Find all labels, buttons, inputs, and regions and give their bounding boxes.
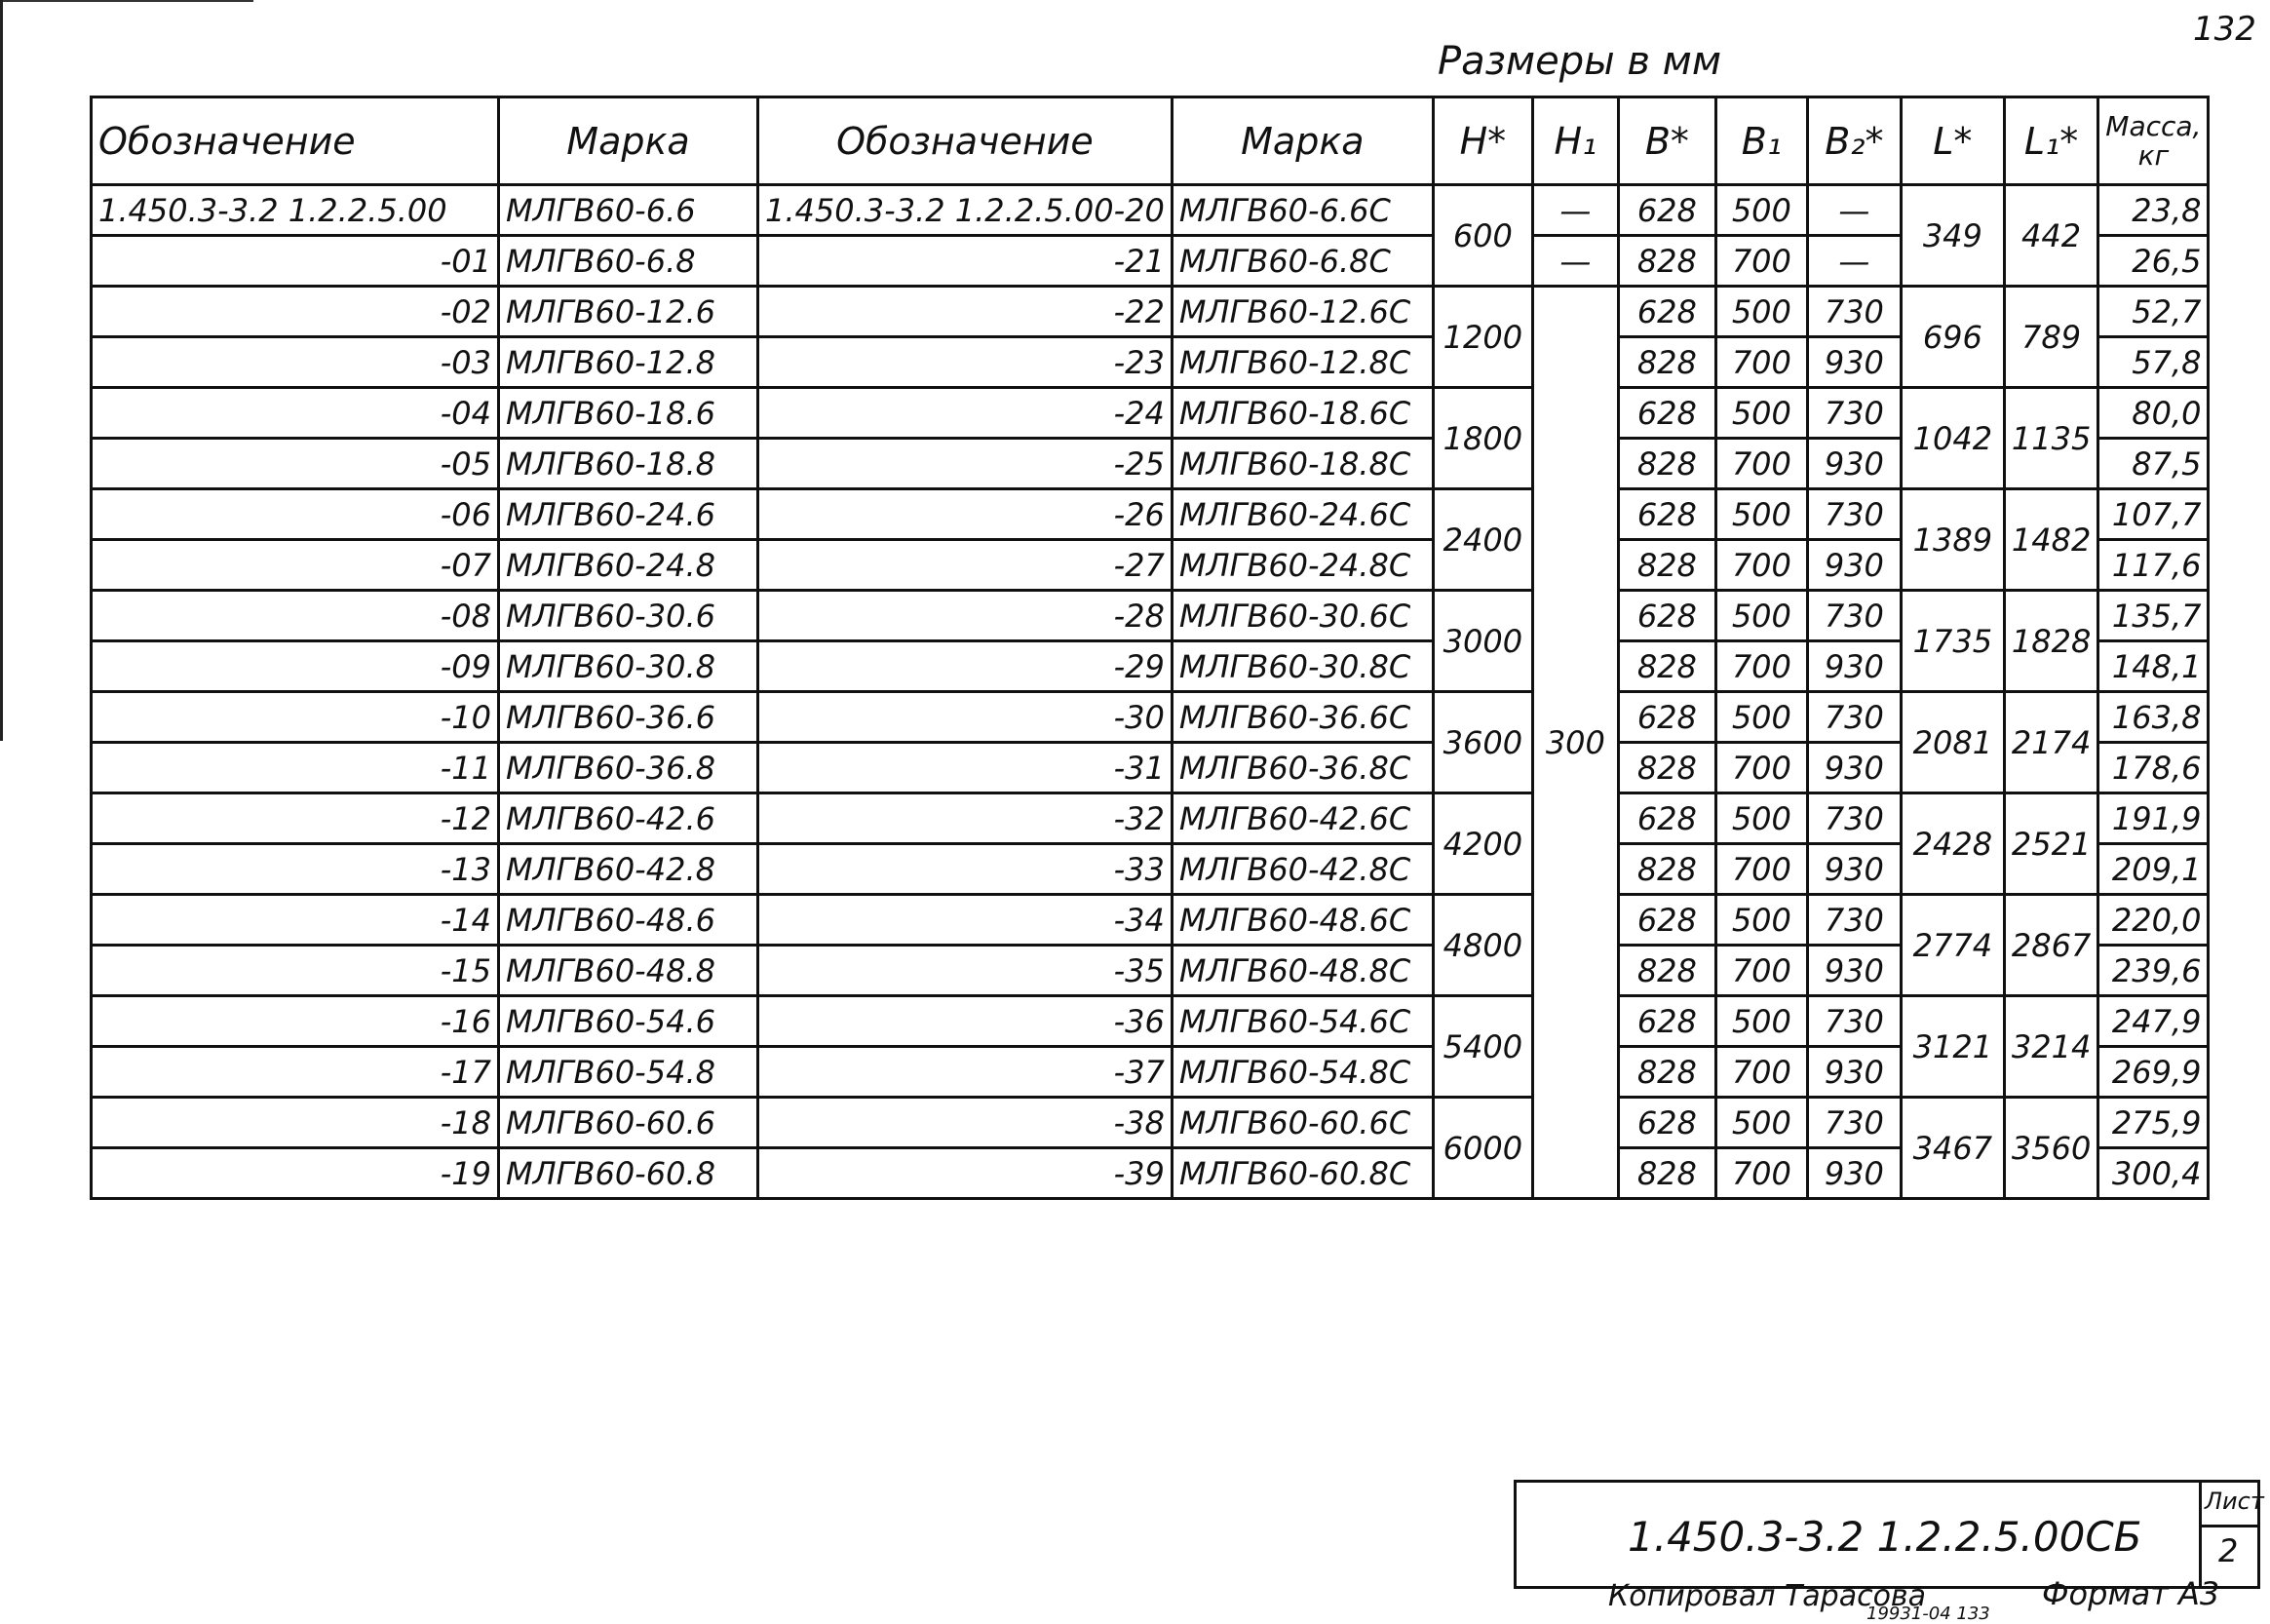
- cell-b1: 500: [1715, 388, 1807, 439]
- cell-mark-1: МЛГВ60-36.8: [499, 743, 758, 793]
- cell-l: 3467: [1901, 1098, 2004, 1199]
- cell-mark-1: МЛГВ60-12.6: [499, 287, 758, 337]
- cell-designation-1: -18: [92, 1098, 499, 1148]
- cell-b: 828: [1618, 540, 1715, 591]
- cell-b: 828: [1618, 337, 1715, 388]
- cell-designation-2: -30: [758, 692, 1173, 743]
- table-row: [92, 743, 2209, 793]
- cell-mass: 135,7: [2098, 591, 2209, 641]
- table-row: [92, 1148, 2209, 1199]
- cell-mark-1: МЛГВ60-42.8: [499, 844, 758, 895]
- cell-l1: 442: [2004, 185, 2097, 287]
- cell-b2: 930: [1807, 439, 1901, 489]
- cell-b: 628: [1618, 895, 1715, 946]
- cell-mark-2: МЛГВ60-30.8С: [1172, 641, 1433, 692]
- cell-mark-1: МЛГВ60-6.6: [499, 185, 758, 236]
- header-l: L*: [1901, 97, 2004, 185]
- cell-mark-1: МЛГВ60-24.6: [499, 489, 758, 540]
- cell-l1: 3560: [2004, 1098, 2097, 1199]
- cell-b: 828: [1618, 641, 1715, 692]
- table-row: [92, 692, 2209, 743]
- cell-b: 628: [1618, 1098, 1715, 1148]
- cell-mark-1: МЛГВ60-60.6: [499, 1098, 758, 1148]
- cell-mark-2: МЛГВ60-54.8С: [1172, 1047, 1433, 1098]
- cell-designation-2: -27: [758, 540, 1173, 591]
- cell-mark-1: МЛГВ60-18.6: [499, 388, 758, 439]
- cell-l1: 2521: [2004, 793, 2097, 895]
- cell-b: 628: [1618, 996, 1715, 1047]
- cell-mark-2: МЛГВ60-24.8С: [1172, 540, 1433, 591]
- cell-mass: 178,6: [2098, 743, 2209, 793]
- cell-designation-1: -14: [92, 895, 499, 946]
- cell-designation-1: -05: [92, 439, 499, 489]
- cell-mark-2: МЛГВ60-60.8С: [1172, 1148, 1433, 1199]
- cell-designation-2: -26: [758, 489, 1173, 540]
- header-mark-1: Марка: [499, 97, 758, 185]
- spec-table: [90, 96, 2210, 1200]
- table-row: [92, 1098, 2209, 1148]
- cell-b1: 500: [1715, 895, 1807, 946]
- table-row: [92, 337, 2209, 388]
- cell-b2: 930: [1807, 743, 1901, 793]
- cell-l: 696: [1901, 287, 2004, 388]
- cell-mark-2: МЛГВ60-6.6С: [1172, 185, 1433, 236]
- cell-mass: 220,0: [2098, 895, 2209, 946]
- cell-l: 3121: [1901, 996, 2004, 1098]
- cell-designation-1: -15: [92, 946, 499, 996]
- cell-mark-2: МЛГВ60-60.6С: [1172, 1098, 1433, 1148]
- cell-mass: 57,8: [2098, 337, 2209, 388]
- table-row: [92, 540, 2209, 591]
- cell-b2: —: [1807, 236, 1901, 287]
- cell-h1: —: [1532, 236, 1618, 287]
- cell-b1: 700: [1715, 1047, 1807, 1098]
- cell-mark-2: МЛГВ60-36.6С: [1172, 692, 1433, 743]
- header-b2: B₂*: [1807, 97, 1901, 185]
- cell-l1: 2174: [2004, 692, 2097, 793]
- cell-h: 1200: [1433, 287, 1532, 388]
- cell-mass: 239,6: [2098, 946, 2209, 996]
- cell-designation-1: -02: [92, 287, 499, 337]
- header-l1: L₁*: [2004, 97, 2097, 185]
- table-row: [92, 1047, 2209, 1098]
- header-mark-2: Марка: [1172, 97, 1433, 185]
- cell-b: 828: [1618, 1047, 1715, 1098]
- cell-mass: 52,7: [2098, 287, 2209, 337]
- cell-h: 6000: [1433, 1098, 1532, 1199]
- cell-l: 1735: [1901, 591, 2004, 692]
- cell-l1: 1482: [2004, 489, 2097, 591]
- cell-mass: 148,1: [2098, 641, 2209, 692]
- cell-designation-1: -03: [92, 337, 499, 388]
- cell-h: 4200: [1433, 793, 1532, 895]
- cell-mark-2: МЛГВ60-48.6С: [1172, 895, 1433, 946]
- table-row: [92, 844, 2209, 895]
- table-row: [92, 641, 2209, 692]
- cell-b2: 730: [1807, 996, 1901, 1047]
- cell-h: 4800: [1433, 895, 1532, 996]
- cell-mark-2: МЛГВ60-6.8С: [1172, 236, 1433, 287]
- cell-designation-2: -36: [758, 996, 1173, 1047]
- cell-mark-2: МЛГВ60-18.8С: [1172, 439, 1433, 489]
- cell-mass: 247,9: [2098, 996, 2209, 1047]
- cell-mark-2: МЛГВ60-30.6С: [1172, 591, 1433, 641]
- header-designation-1: Обозначение: [92, 97, 499, 185]
- table-body: [92, 185, 2209, 1199]
- cell-designation-2: -34: [758, 895, 1173, 946]
- cell-b1: 500: [1715, 287, 1807, 337]
- cell-b: 628: [1618, 388, 1715, 439]
- cell-b1: 500: [1715, 996, 1807, 1047]
- cell-mark-2: МЛГВ60-36.8С: [1172, 743, 1433, 793]
- cell-mass: 191,9: [2098, 793, 2209, 844]
- table-row: [92, 996, 2209, 1047]
- cell-b: 828: [1618, 439, 1715, 489]
- cell-designation-1: -04: [92, 388, 499, 439]
- cell-mass: 80,0: [2098, 388, 2209, 439]
- table-row: [92, 489, 2209, 540]
- cell-h: 3600: [1433, 692, 1532, 793]
- cell-mark-1: МЛГВ60-48.8: [499, 946, 758, 996]
- cell-b1: 700: [1715, 236, 1807, 287]
- cell-designation-2: -39: [758, 1148, 1173, 1199]
- cell-b1: 500: [1715, 1098, 1807, 1148]
- cell-mark-1: МЛГВ60-30.6: [499, 591, 758, 641]
- cell-h: 3000: [1433, 591, 1532, 692]
- cell-designation-2: -28: [758, 591, 1173, 641]
- cell-designation-1: -06: [92, 489, 499, 540]
- cell-b2: —: [1807, 185, 1901, 236]
- cell-b: 628: [1618, 591, 1715, 641]
- sheet-number: 2: [2218, 1532, 2239, 1569]
- cell-mass: 23,8: [2098, 185, 2209, 236]
- cell-mass: 300,4: [2098, 1148, 2209, 1199]
- top-edge-line: [0, 0, 253, 2]
- cell-b: 628: [1618, 793, 1715, 844]
- table-row: [92, 591, 2209, 641]
- cell-mark-1: МЛГВ60-48.6: [499, 895, 758, 946]
- cell-designation-1: -01: [92, 236, 499, 287]
- cell-b2: 730: [1807, 1098, 1901, 1148]
- cell-mass: 209,1: [2098, 844, 2209, 895]
- cell-mark-2: МЛГВ60-24.6С: [1172, 489, 1433, 540]
- cell-b1: 700: [1715, 337, 1807, 388]
- table-row: [92, 236, 2209, 287]
- cell-b2: 930: [1807, 946, 1901, 996]
- cell-b1: 500: [1715, 591, 1807, 641]
- cell-mass: 26,5: [2098, 236, 2209, 287]
- copied-by: Копировал Тарасова: [1608, 1579, 1926, 1613]
- cell-b: 628: [1618, 692, 1715, 743]
- table-row: [92, 946, 2209, 996]
- cell-h: 1800: [1433, 388, 1532, 489]
- cell-b: 628: [1618, 489, 1715, 540]
- cell-b2: 730: [1807, 388, 1901, 439]
- cell-designation-1: -16: [92, 996, 499, 1047]
- cell-h1: 300: [1532, 287, 1618, 1199]
- cell-l: 1042: [1901, 388, 2004, 489]
- cell-designation-1: 1.450.3-3.2 1.2.2.5.00: [92, 185, 499, 236]
- sizes-note: Размеры в мм: [1438, 39, 1722, 84]
- cell-b: 628: [1618, 185, 1715, 236]
- cell-designation-1: -12: [92, 793, 499, 844]
- cell-designation-1: -10: [92, 692, 499, 743]
- table-row: [92, 388, 2209, 439]
- cell-mark-1: МЛГВ60-54.8: [499, 1047, 758, 1098]
- table-row: [92, 439, 2209, 489]
- cell-b1: 500: [1715, 793, 1807, 844]
- cell-b2: 930: [1807, 641, 1901, 692]
- cell-mass: 117,6: [2098, 540, 2209, 591]
- cell-h1: —: [1532, 185, 1618, 236]
- cell-b1: 700: [1715, 1148, 1807, 1199]
- cell-l1: 789: [2004, 287, 2097, 388]
- cell-b1: 500: [1715, 185, 1807, 236]
- cell-b1: 700: [1715, 743, 1807, 793]
- table-row: [92, 895, 2209, 946]
- sheet-label: Лист: [2205, 1488, 2264, 1515]
- cell-b2: 930: [1807, 337, 1901, 388]
- header-h1: H₁: [1532, 97, 1618, 185]
- table-row: [92, 185, 2209, 236]
- cell-b1: 700: [1715, 946, 1807, 996]
- cell-l: 349: [1901, 185, 2004, 287]
- cell-mark-2: МЛГВ60-54.6С: [1172, 996, 1433, 1047]
- header-b: B*: [1618, 97, 1715, 185]
- cell-mark-1: МЛГВ60-30.8: [499, 641, 758, 692]
- cell-b2: 930: [1807, 1148, 1901, 1199]
- header-designation-2: Обозначение: [758, 97, 1173, 185]
- format-label: Формат А3: [2042, 1575, 2220, 1612]
- cell-b: 828: [1618, 946, 1715, 996]
- cell-b2: 730: [1807, 793, 1901, 844]
- cell-designation-1: -07: [92, 540, 499, 591]
- cell-designation-1: -08: [92, 591, 499, 641]
- cell-b2: 730: [1807, 489, 1901, 540]
- cell-designation-1: -19: [92, 1148, 499, 1199]
- cell-mark-1: МЛГВ60-6.8: [499, 236, 758, 287]
- cell-b2: 930: [1807, 844, 1901, 895]
- document-code: 1.450.3-3.2 1.2.2.5.00СБ: [1628, 1513, 2142, 1561]
- cell-designation-1: -09: [92, 641, 499, 692]
- cell-mass: 87,5: [2098, 439, 2209, 489]
- cell-b2: 730: [1807, 692, 1901, 743]
- cell-mark-2: МЛГВ60-18.6С: [1172, 388, 1433, 439]
- cell-b2: 730: [1807, 591, 1901, 641]
- cell-b2: 730: [1807, 287, 1901, 337]
- cell-mass: 269,9: [2098, 1047, 2209, 1098]
- cell-h: 5400: [1433, 996, 1532, 1098]
- cell-designation-2: -25: [758, 439, 1173, 489]
- cell-l: 2774: [1901, 895, 2004, 996]
- cell-designation-2: -33: [758, 844, 1173, 895]
- sheet-divider: [2199, 1525, 2260, 1527]
- cell-b: 828: [1618, 844, 1715, 895]
- cell-mark-1: МЛГВ60-54.6: [499, 996, 758, 1047]
- cell-mark-2: МЛГВ60-12.8С: [1172, 337, 1433, 388]
- cell-l: 2081: [1901, 692, 2004, 793]
- header-h: H*: [1433, 97, 1532, 185]
- cell-designation-2: -35: [758, 946, 1173, 996]
- cell-designation-2: -32: [758, 793, 1173, 844]
- cell-b: 828: [1618, 743, 1715, 793]
- cell-mark-1: МЛГВ60-18.8: [499, 439, 758, 489]
- cell-mark-2: МЛГВ60-42.6С: [1172, 793, 1433, 844]
- table-header-row: [92, 97, 2209, 185]
- cell-designation-2: -24: [758, 388, 1173, 439]
- cell-designation-2: -37: [758, 1047, 1173, 1098]
- cell-b: 828: [1618, 236, 1715, 287]
- stamp-code: 19931-04 133: [1866, 1604, 1990, 1624]
- cell-b1: 700: [1715, 844, 1807, 895]
- cell-designation-2: -22: [758, 287, 1173, 337]
- cell-l1: 1135: [2004, 388, 2097, 489]
- cell-b1: 700: [1715, 439, 1807, 489]
- cell-b: 828: [1618, 1148, 1715, 1199]
- cell-mark-1: МЛГВ60-42.6: [499, 793, 758, 844]
- cell-b2: 730: [1807, 895, 1901, 946]
- cell-mark-1: МЛГВ60-24.8: [499, 540, 758, 591]
- table-row: [92, 793, 2209, 844]
- cell-designation-1: -13: [92, 844, 499, 895]
- cell-b1: 700: [1715, 540, 1807, 591]
- cell-mark-2: МЛГВ60-12.6С: [1172, 287, 1433, 337]
- cell-designation-2: -21: [758, 236, 1173, 287]
- left-edge-line: [0, 0, 3, 741]
- cell-mass: 275,9: [2098, 1098, 2209, 1148]
- header-mass: Масса, кг: [2098, 97, 2209, 185]
- cell-b1: 500: [1715, 692, 1807, 743]
- cell-l1: 1828: [2004, 591, 2097, 692]
- cell-b1: 700: [1715, 641, 1807, 692]
- cell-mark-2: МЛГВ60-42.8С: [1172, 844, 1433, 895]
- cell-h: 600: [1433, 185, 1532, 287]
- cell-designation-2: -29: [758, 641, 1173, 692]
- cell-designation-2: -23: [758, 337, 1173, 388]
- cell-designation-2: -31: [758, 743, 1173, 793]
- cell-designation-2: 1.450.3-3.2 1.2.2.5.00-20: [758, 185, 1173, 236]
- cell-mass: 107,7: [2098, 489, 2209, 540]
- cell-mark-2: МЛГВ60-48.8С: [1172, 946, 1433, 996]
- cell-b: 628: [1618, 287, 1715, 337]
- cell-h: 2400: [1433, 489, 1532, 591]
- cell-b2: 930: [1807, 1047, 1901, 1098]
- cell-mass: 163,8: [2098, 692, 2209, 743]
- cell-mark-1: МЛГВ60-60.8: [499, 1148, 758, 1199]
- cell-l1: 3214: [2004, 996, 2097, 1098]
- cell-l: 1389: [1901, 489, 2004, 591]
- table-row: [92, 287, 2209, 337]
- cell-designation-1: -11: [92, 743, 499, 793]
- cell-designation-2: -38: [758, 1098, 1173, 1148]
- cell-l: 2428: [1901, 793, 2004, 895]
- cell-b2: 930: [1807, 540, 1901, 591]
- cell-mark-1: МЛГВ60-36.6: [499, 692, 758, 743]
- page-number: 132: [2193, 10, 2256, 49]
- cell-b1: 500: [1715, 489, 1807, 540]
- cell-l1: 2867: [2004, 895, 2097, 996]
- header-b1: B₁: [1715, 97, 1807, 185]
- cell-mark-1: МЛГВ60-12.8: [499, 337, 758, 388]
- cell-designation-1: -17: [92, 1047, 499, 1098]
